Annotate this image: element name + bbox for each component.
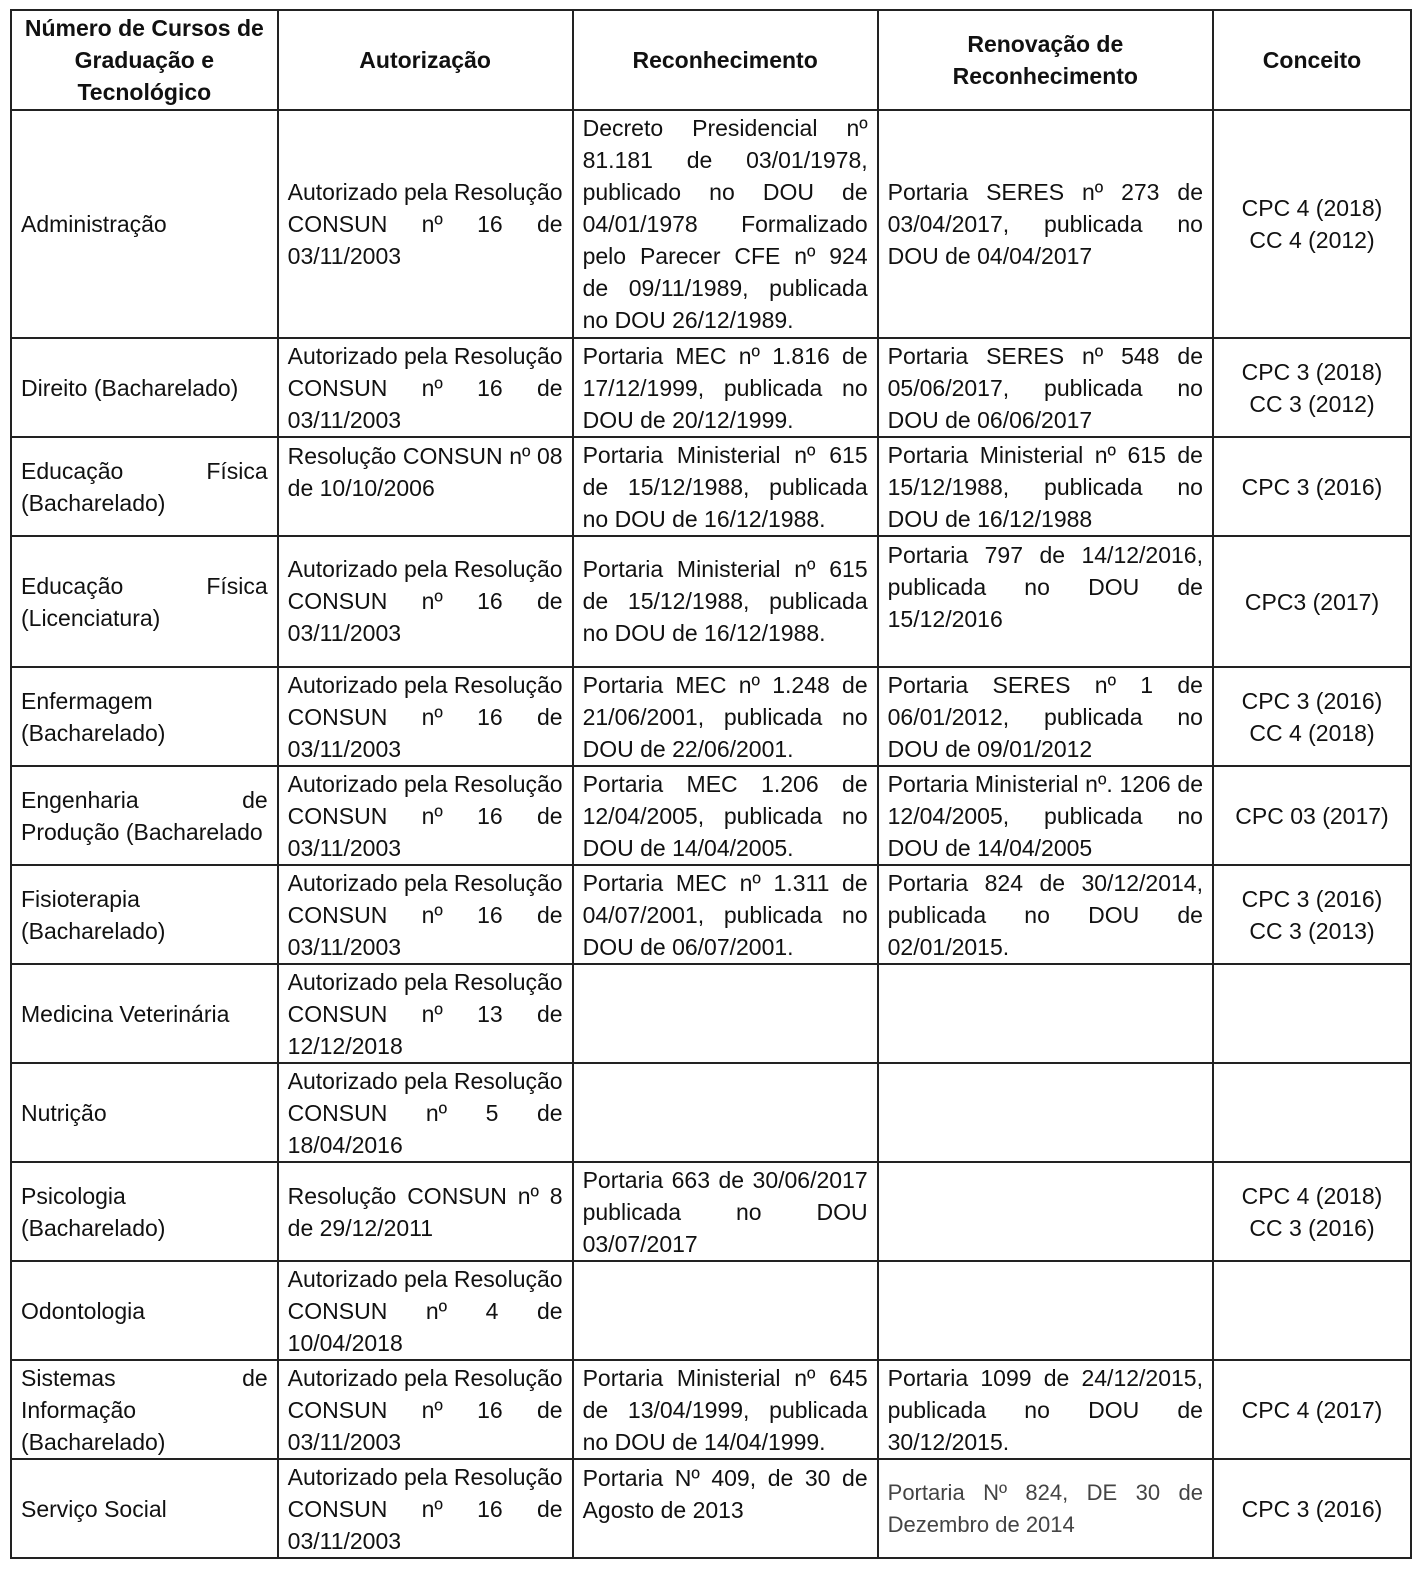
cell-renovacao: Portaria 1099 de 24/12/2015, publicada no DOU de 30/12/2015. bbox=[878, 1360, 1213, 1459]
cell-course: Psicologia (Bacharelado) bbox=[11, 1162, 278, 1261]
table-row bbox=[11, 1459, 1411, 1558]
cell-reconhecimento: Portaria MEC nº 1.311 de 04/07/2001, publicada no DOU de 06/07/2001. bbox=[573, 865, 878, 964]
cell-course: Educação Física (Licenciatura) bbox=[11, 536, 278, 667]
cell-reconhecimento: Portaria Ministerial nº 615 de 15/12/1988, publicada no DOU de 16/12/1988. bbox=[573, 437, 878, 536]
cell-conceito bbox=[1213, 1063, 1411, 1162]
cell-autorizacao: Autorizado pela Resolução CONSUN nº 16 de 03/11/2003 bbox=[278, 1360, 573, 1459]
cell-autorizacao: Autorizado pela Resolução CONSUN nº 5 de 18/04/2016 bbox=[278, 1063, 573, 1162]
cell-conceito bbox=[1213, 437, 1411, 536]
table-row bbox=[11, 1360, 1411, 1459]
table-row bbox=[11, 865, 1411, 964]
cell-autorizacao: Resolução CONSUN nº 08 de 10/10/2006 bbox=[278, 437, 573, 536]
cell-autorizacao: Resolução CONSUN nº 8 de 29/12/2011 bbox=[278, 1162, 573, 1261]
cell-autorizacao: Autorizado pela Resolução CONSUN nº 16 de 03/11/2003 bbox=[278, 766, 573, 865]
courses-table bbox=[10, 9, 1412, 1559]
cell-conceito bbox=[1213, 766, 1411, 865]
cell-autorizacao: Autorizado pela Resolução CONSUN nº 16 de 03/11/2003 bbox=[278, 110, 573, 338]
cell-renovacao: Portaria Ministerial nº 615 de 15/12/1988, publicada no DOU de 16/12/1988 bbox=[878, 437, 1213, 536]
cell-reconhecimento: Decreto Presidencial nº 81.181 de 03/01/1978, publicado no DOU de 04/01/1978 Formalizado pelo Parecer CFE nº 924 de 09/11/1989, publicada no DOU 26/12/1989. bbox=[573, 110, 878, 338]
cell-reconhecimento bbox=[573, 1261, 878, 1360]
conceito-line: CPC 3 (2018) bbox=[1241, 358, 1383, 385]
conceito-line: CPC 3 (2016) bbox=[1241, 473, 1383, 500]
conceito-line: CC 4 (2018) bbox=[1249, 719, 1375, 746]
cell-autorizacao: Autorizado pela Resolução CONSUN nº 16 de 03/11/2003 bbox=[278, 536, 573, 667]
cell-reconhecimento bbox=[573, 964, 878, 1063]
cell-conceito bbox=[1213, 110, 1411, 338]
table-row bbox=[11, 766, 1411, 865]
cell-course: Enfermagem (Bacharelado) bbox=[11, 667, 278, 766]
cell-course: Direito (Bacharelado) bbox=[11, 338, 278, 437]
cell-autorizacao: Autorizado pela Resolução CONSUN nº 4 de 10/04/2018 bbox=[278, 1261, 573, 1360]
cell-renovacao bbox=[878, 1162, 1213, 1261]
cell-conceito bbox=[1213, 338, 1411, 437]
table-row bbox=[11, 1063, 1411, 1162]
conceito-line: CPC 4 (2018) bbox=[1241, 195, 1383, 221]
cell-reconhecimento: Portaria 663 de 30/06/2017 publicada no DOU 03/07/2017 bbox=[573, 1162, 878, 1261]
conceito-line: CC 4 (2012) bbox=[1249, 227, 1375, 253]
table-row bbox=[11, 1261, 1411, 1360]
table-row bbox=[11, 667, 1411, 766]
cell-conceito bbox=[1213, 1162, 1411, 1261]
table-row bbox=[11, 110, 1411, 338]
conceito-line: CPC 3 (2016) bbox=[1241, 687, 1383, 714]
cell-course: Sistemas de Informação (Bacharelado) bbox=[11, 1360, 278, 1459]
cell-conceito bbox=[1213, 536, 1411, 667]
header-autorizacao: Autorização bbox=[278, 10, 573, 110]
cell-reconhecimento bbox=[573, 1063, 878, 1162]
table-row bbox=[11, 536, 1411, 667]
cell-renovacao bbox=[878, 1261, 1213, 1360]
cell-autorizacao: Autorizado pela Resolução CONSUN nº 13 de 12/12/2018 bbox=[278, 964, 573, 1063]
cell-course: Nutrição bbox=[11, 1063, 278, 1162]
cell-course: Administração bbox=[11, 110, 278, 338]
cell-reconhecimento: Portaria MEC nº 1.816 de 17/12/1999, publicada no DOU de 20/12/1999. bbox=[573, 338, 878, 437]
conceito-line: CC 3 (2016) bbox=[1249, 1214, 1375, 1241]
cell-reconhecimento: Portaria Ministerial nº 645 de 13/04/1999, publicada no DOU de 14/04/1999. bbox=[573, 1360, 878, 1459]
cell-course: Serviço Social bbox=[11, 1459, 278, 1558]
table-header-row bbox=[11, 10, 1411, 110]
header-conceito: Conceito bbox=[1213, 10, 1411, 110]
table-row bbox=[11, 964, 1411, 1063]
cell-conceito bbox=[1213, 1360, 1411, 1459]
cell-autorizacao: Autorizado pela Resolução CONSUN nº 16 de 03/11/2003 bbox=[278, 1459, 573, 1558]
cell-renovacao: Portaria SERES nº 273 de 03/04/2017, publicada no DOU de 04/04/2017 bbox=[878, 110, 1213, 338]
cell-autorizacao: Autorizado pela Resolução CONSUN nº 16 de 03/11/2003 bbox=[278, 865, 573, 964]
cell-reconhecimento: Portaria MEC nº 1.248 de 21/06/2001, publicada no DOU de 22/06/2001. bbox=[573, 667, 878, 766]
cell-renovacao bbox=[878, 1063, 1213, 1162]
cell-course: Engenharia de Produção (Bacharelado bbox=[11, 766, 278, 865]
cell-renovacao bbox=[878, 964, 1213, 1063]
conceito-line: CC 3 (2013) bbox=[1249, 917, 1375, 944]
cell-course: Educação Física (Bacharelado) bbox=[11, 437, 278, 536]
conceito-line: CPC 3 (2016) bbox=[1241, 1495, 1383, 1522]
conceito-line: CPC 3 (2016) bbox=[1241, 885, 1383, 912]
cell-course: Medicina Veterinária bbox=[11, 964, 278, 1063]
cell-conceito bbox=[1213, 1261, 1411, 1360]
conceito-line: CPC3 (2017) bbox=[1244, 588, 1380, 615]
cell-reconhecimento: Portaria MEC 1.206 de 12/04/2005, publicada no DOU de 14/04/2005. bbox=[573, 766, 878, 865]
table-row bbox=[11, 338, 1411, 437]
conceito-line: CPC 4 (2018) bbox=[1241, 1182, 1383, 1209]
cell-reconhecimento: Portaria Nº 409, de 30 de Agosto de 2013 bbox=[573, 1459, 878, 1558]
cell-reconhecimento: Portaria Ministerial nº 615 de 15/12/1988, publicada no DOU de 16/12/1988. bbox=[573, 536, 878, 667]
cell-renovacao: Portaria 797 de 14/12/2016, publicada no DOU de 15/12/2016 bbox=[878, 536, 1213, 667]
conceito-line: CPC 03 (2017) bbox=[1235, 802, 1389, 829]
cell-course: Fisioterapia (Bacharelado) bbox=[11, 865, 278, 964]
table-row bbox=[11, 1162, 1411, 1261]
header-reconhecimento: Reconhecimento bbox=[573, 10, 878, 110]
header-renovacao: Renovação de Reconhecimento bbox=[878, 10, 1213, 110]
cell-renovacao: Portaria Ministerial nº. 1206 de 12/04/2005, publicada no DOU de 14/04/2005 bbox=[878, 766, 1213, 865]
header-course: Número de Cursos de Graduação e Tecnológico bbox=[11, 10, 278, 110]
cell-renovacao: Portaria Nº 824, DE 30 de Dezembro de 2014 bbox=[878, 1459, 1213, 1558]
cell-conceito bbox=[1213, 1459, 1411, 1558]
cell-conceito bbox=[1213, 964, 1411, 1063]
cell-course: Odontologia bbox=[11, 1261, 278, 1360]
cell-autorizacao: Autorizado pela Resolução CONSUN nº 16 de 03/11/2003 bbox=[278, 338, 573, 437]
cell-renovacao: Portaria SERES nº 548 de 05/06/2017, publicada no DOU de 06/06/2017 bbox=[878, 338, 1213, 437]
cell-conceito bbox=[1213, 667, 1411, 766]
conceito-line: CC 3 (2012) bbox=[1249, 390, 1375, 417]
cell-renovacao: Portaria 824 de 30/12/2014, publicada no DOU de 02/01/2015. bbox=[878, 865, 1213, 964]
cell-renovacao: Portaria SERES nº 1 de 06/01/2012, publicada no DOU de 09/01/2012 bbox=[878, 667, 1213, 766]
cell-conceito bbox=[1213, 865, 1411, 964]
conceito-line: CPC 4 (2017) bbox=[1241, 1396, 1383, 1423]
table-row bbox=[11, 437, 1411, 536]
cell-autorizacao: Autorizado pela Resolução CONSUN nº 16 de 03/11/2003 bbox=[278, 667, 573, 766]
